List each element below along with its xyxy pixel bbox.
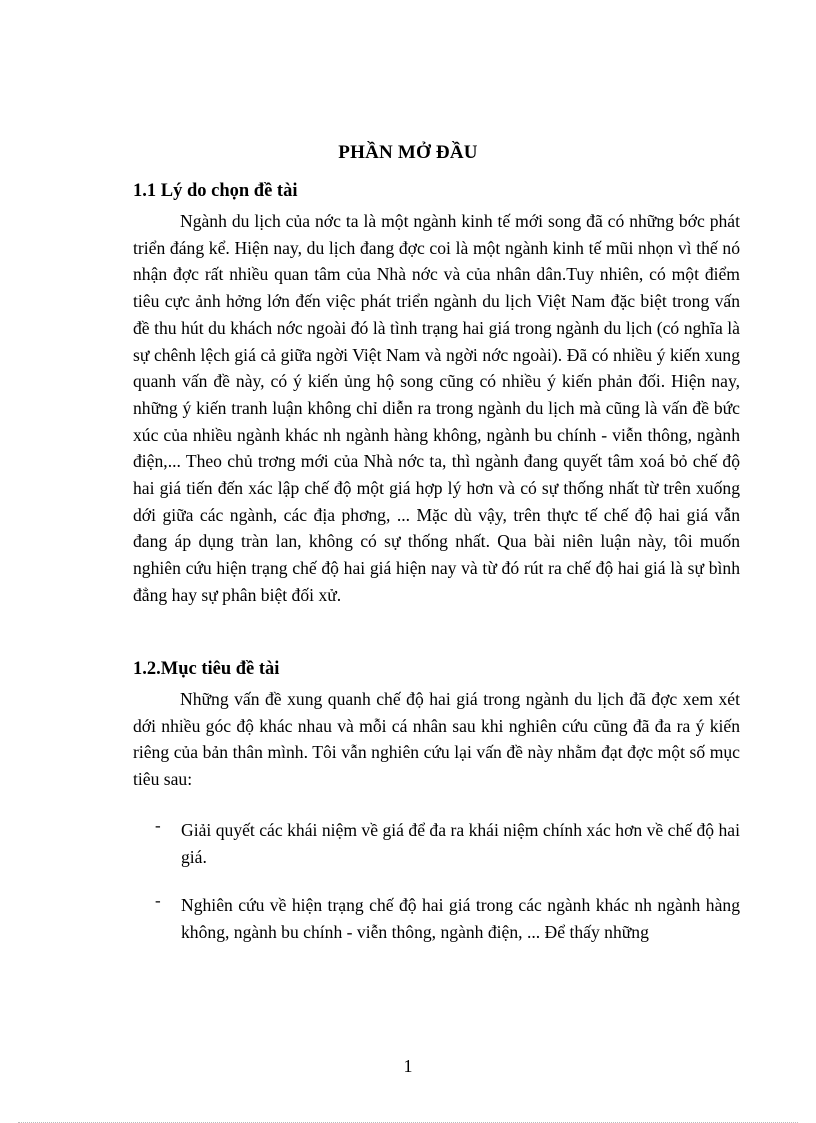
section-heading-1-1: 1.1 Lý do chọn đề tài [133, 181, 298, 201]
section-1-2-paragraph [133, 686, 740, 793]
section-1-2-paragraph-text: Những vấn đề xung quanh chế độ hai giá trong ngành du lịch đã đợc xem xét dới nhiều góc độ khác nhau và mỗi cá nhân sau khi nghiên cứu cũng đã đa ra ý kiến riêng của bản thân mình. Tôi vẫn nghiên cứu lại vấn đề này nhằm đạt đợc một số mục tiêu sau: [133, 689, 740, 790]
section-1-1-paragraph-text: Ngành du lịch của nớc ta là một ngành kinh tế mới song đã có những bớc phát triển đáng kể. Hiện nay, du lịch đang đợc coi là một ngành kinh tế mũi nhọn vì thế nó nhận đợc rất nhiều quan tâm của Nhà nớc và của nhân dân.Tuy nhiên, có một điểm tiêu cực ảnh hởng lớn đến việc phát triển ngành du lịch Việt Nam đặc biệt trong vấn đề thu hút du khách nớc ngoài đó là tình trạng hai giá trong ngành du lịch (có nghĩa là sự chênh lệch giá cả giữa ngời Việt Nam và ngời nớc ngoài). Đã có nhiều ý kiến xung quanh vấn đề này, có ý kiến ủng hộ song cũng có nhiều ý kiến phản đối. Hiện nay, những ý kiến tranh luận không chỉ diễn ra trong ngành du lịch mà cũng là vấn đề bức xúc của nhiều ngành khác nh ngành hàng không, ngành bu chính - viễn thông, ngành điện,... Theo chủ trơng mới của Nhà nớc ta, thì ngành đang quyết tâm xoá bỏ chế độ hai giá tiến đến xác lập chế độ một giá hợp lý hơn và có sự thống nhất từ trên xuống dới giữa các ngành, các địa phơng, ... Mặc dù vậy, trên thực tế chế độ hai giá vẫn đang áp dụng tràn lan, không có sự thống nhất. Qua bài niên luận này, tôi muốn nghiên cứu hiện trạng chế độ hai giá hiện nay và từ đó rút ra chế độ hai giá là sự bình đẳng hay sự phân biệt đối xử. [133, 211, 740, 605]
list-item [133, 817, 740, 870]
section-heading-1-2: 1.2.Mục tiêu đề tài [133, 659, 280, 679]
page-number: 1 [403, 1056, 413, 1076]
section-1-1-paragraph [133, 208, 740, 609]
list-item-text: Nghiên cứu về hiện trạng chế độ hai giá trong các ngành khác nh ngành hàng không, ngành bu chính - viễn thông, ngành điện, ... Để thấy những [181, 895, 740, 942]
page-title: PHẦN MỞ ĐẦU [338, 142, 478, 163]
list-item-text: Giải quyết các khái niệm về giá để đa ra khái niệm chính xác hơn về chế độ hai giá. [181, 820, 740, 867]
list-item [133, 892, 740, 945]
dash-bullet-icon: - [155, 891, 161, 910]
dash-bullet-icon: - [155, 816, 161, 835]
